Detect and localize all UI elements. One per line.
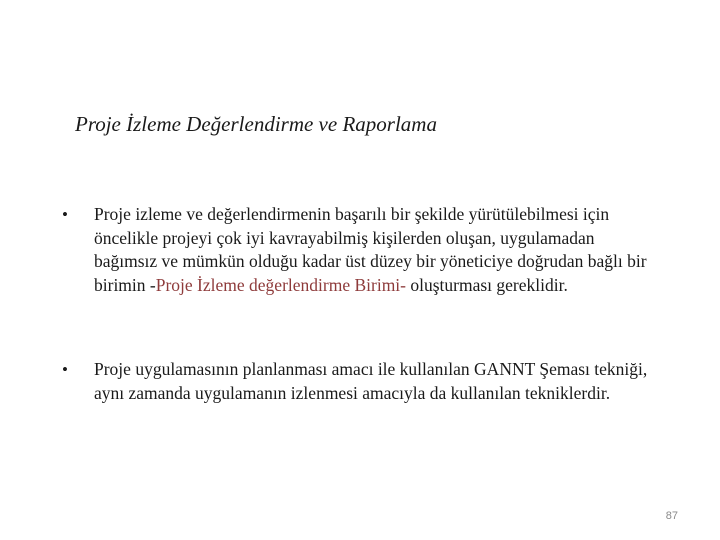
bullet-marker: • — [62, 360, 68, 379]
bullet-text — [94, 203, 662, 297]
bullet-item — [62, 203, 662, 297]
highlighted-term: Proje İzleme değerlendirme Birimi- — [155, 274, 406, 295]
page-number: 87 — [665, 510, 678, 522]
bullet-item — [62, 358, 662, 405]
slide-title: Proje İzleme Değerlendirme ve Raporlama — [75, 112, 437, 136]
bullet-text-start: Proje izleme ve değerlendirmenin başarılı bir şekilde yürütülebilmesi için öncelikle projeyi çok iyi kavrayabilmiş kişilerden oluşan, uygulamadan bağımsız ve mümkün olduğu kadar üst düzey bir yöneticiye doğrudan bağlı bir birimin - — [94, 204, 647, 295]
bullet-text: Proje uygulamasının planlanması amacı ile kullanılan GANNT Şeması tekniği, aynı zamanda uygulamanın izlenmesi amacıyla da kullanılan tekniklerdir. — [94, 359, 648, 403]
bullet-marker: • — [62, 205, 68, 224]
bullet-text-end: oluşturması gereklidir. — [406, 274, 568, 295]
